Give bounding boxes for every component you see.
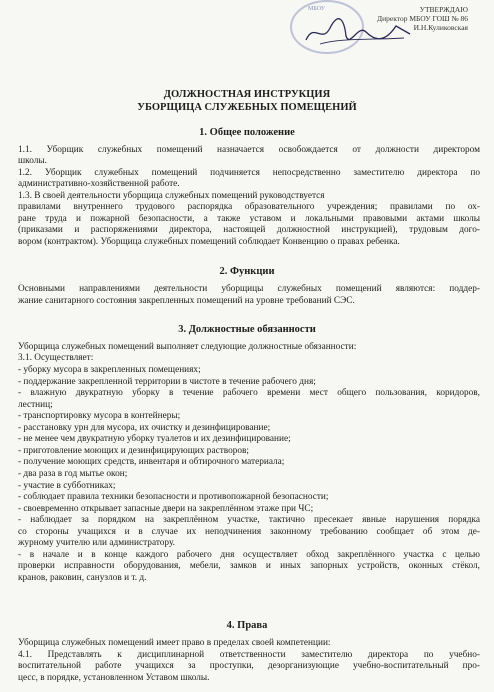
duty-item: - два раза в год мытье окон; [18, 468, 128, 479]
s1-line-9: вором (контрактом). Уборщица служебных помещений соблюдает Конвенцию о правах ребенка. [18, 237, 400, 247]
approval-name: И.Н.Куликовская [413, 23, 468, 32]
duty-item: - приготовление моющих и дезинфицирующих растворов; [18, 445, 250, 456]
duty-item: - наблюдает за порядком на закреплённом участке, тактично пресекает явные нарушения порядка [18, 515, 480, 526]
section-2-heading: 2. Функции [219, 266, 275, 277]
approval-block [318, 5, 468, 32]
s1-line-2: школы. [18, 156, 47, 166]
s1-line-3: 1.2. Уборщик служебных помещений подчиняется непосредственно заместителю директора по [18, 168, 480, 178]
duty-item: - получение моющих средств, инвентаря и обтирочного материала; [18, 457, 285, 468]
duty-item: проверки исправности оборудования, мебели, замков и иных запорных устройств, оконных стёкол, [18, 561, 480, 572]
s4-line-1: Уборщица служебных помещений имеет право в пределах своей компетенции: [18, 638, 331, 648]
duty-item: - участие в субботниках; [18, 480, 116, 491]
s3-number: 3.1. Осуществляет: [18, 353, 94, 363]
section-3-heading: 3. Должностные обязанности [178, 324, 316, 335]
approval-position: Директор МБОУ ГОШ № 86 [377, 14, 468, 23]
s2-line-2: жание санитарного состояния закрепленных помещений на уровне требований СЭС. [18, 296, 355, 306]
duty-item: - поддержание закрепленной территории в чистоте в течение рабочего дня; [18, 376, 316, 387]
s4-line-4: цесс, в порядке, установленном Уставом школы. [18, 673, 210, 683]
section-4-heading: 4. Права [226, 620, 268, 631]
duty-item: лестниц; [18, 399, 53, 410]
s1-line-8: (приказами и распоряжениями директора, настоящей должностной инструкцией), трудовым дого- [18, 225, 480, 235]
s1-line-6: правилами внутреннего трудового распорядка образовательного учреждения; правилами по ох- [18, 202, 480, 212]
duty-item: - не менее чем двукратную уборку туалетов и их дезинфицирование; [18, 434, 291, 445]
title-line-1: ДОЛЖНОСТНАЯ ИНСТРУКЦИЯ [163, 89, 331, 100]
duty-item: со стороны учащихся и в случае их неподчинения законному требованию сообщает об этом де- [18, 526, 480, 537]
duty-item: кранов, раковин, санузлов и т. д. [18, 572, 147, 583]
section-1-heading: 1. Общее положение [199, 127, 295, 138]
s1-line-7: ране труда и пожарной безопасности, а также уставом и локальными правовыми актами школы [18, 214, 480, 224]
seal-text: МБОУ [308, 6, 325, 12]
s2-line-1: Основными направлениями деятельности уборщицы служебных помещений являются: поддер- [18, 284, 480, 294]
s1-line-4: административно-хозяйственной работе. [18, 179, 180, 189]
s3-intro: Уборщица служебных помещений выполняет следующие должностные обязанности: [18, 342, 357, 352]
duty-item: - своевременно открывает запасные двери на закреплённом этаже при ЧС; [18, 503, 314, 514]
duty-item: - влажную двукратную уборку в течение рабочего времени мест общего пользования, коридоров, [18, 388, 480, 399]
duty-item: - транспортировку мусора в контейнеры; [18, 411, 181, 422]
duty-item: - уборку мусора в закрепленных помещениях; [18, 365, 201, 375]
duty-item: - в начале и в конце каждого рабочего дня осуществляет обход закреплённого участка с целью [18, 549, 480, 560]
title-line-2: УБОРЩИЦА СЛУЖЕБНЫХ ПОМЕЩЕНИЙ [137, 102, 357, 113]
duty-item: - соблюдает правила техники безопасности и противопожарной безопасности; [18, 492, 329, 503]
s1-line-5: 1.3. В своей деятельности уборщица служебных помещений руководствуется [18, 191, 325, 201]
s4-line-3: воспитательной работе учащихся за проступки, дезорганизующие учебно-воспитательный про- [18, 661, 480, 671]
duty-item: журному учителю или администратору. [18, 538, 175, 549]
document-title [0, 88, 494, 114]
s4-line-2: 4.1. Представлять к дисциплинарной ответственности заместителю директора по учебно- [18, 650, 480, 660]
duty-item: - расстановку урн для мусора, их очистку и дезинфицирование; [18, 422, 271, 433]
s1-line-1: 1.1. Уборщик служебных помещений назначается освобождается от должности директором [18, 145, 480, 155]
approval-heading: УТВЕРЖДАЮ [419, 5, 468, 14]
